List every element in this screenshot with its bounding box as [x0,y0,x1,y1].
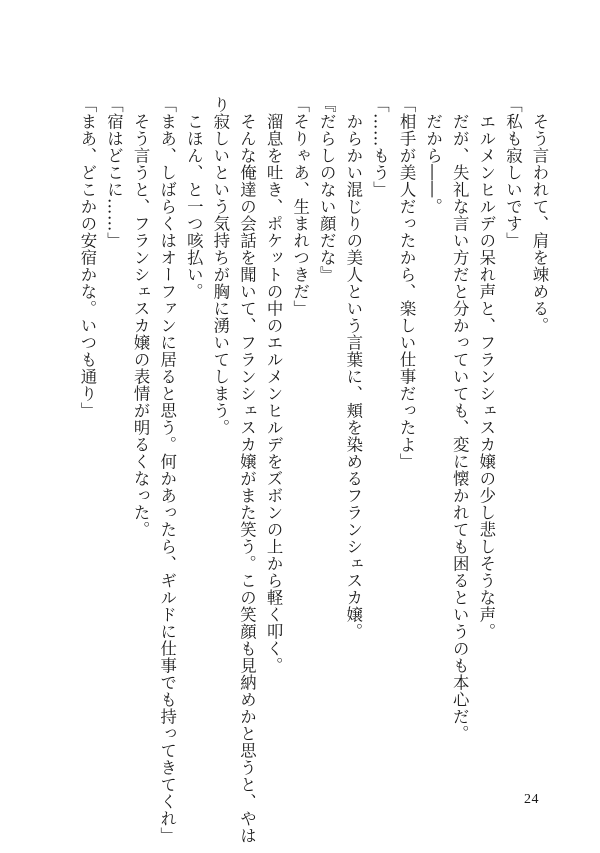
text-line: 「そりゃあ、生まれつきだ」 [290,96,310,317]
text-line: 「相手が美人だったから、楽しい仕事だったよ」 [397,96,417,470]
text-line: だが、失礼な言い方だと分かっていても、変に懐かれても困るというのも本心だ。 [450,96,470,742]
text-line: 「……もう」 [370,96,390,198]
text-line: 「宿はどこに……」 [104,96,124,249]
text-line: 「まあ、しばらくはオーファンに居ると思う。何かあったら、ギルドに仕事でも持ってきてくれ」 [157,96,177,844]
text-line: だから――。 [423,96,443,215]
text-line: エルメンヒルデの呆れ声と、フランシェスカ嬢の少し悲しそうな声。 [476,96,496,640]
text-line: こほん、と一つ咳払い。 [184,96,204,300]
text-line: 『だらしのない顔だな』 [317,96,337,283]
text-line: そう言われて、肩を竦める。 [530,96,549,334]
text-line: り寂しいという気持ちが胸に湧いてしまう。 [210,96,230,436]
text-line: そんな俺達の会話を聞いて、フランシェスカ嬢がまた笑う。この笑顔も見納めかと思うと、やは [237,96,257,844]
text-line: 「私も寂しいです」 [503,96,523,249]
page-number: 24 [524,792,539,807]
text-line: そう言うと、フランシェスカ嬢の表情が明るくなった。 [131,96,151,538]
text-line: からかい混じりの美人という言葉に、頬を染めるフランシェスカ嬢。 [343,96,363,640]
text-line: 「まあ、どこかの安宿かな。いつも通り」 [77,96,97,419]
text-line: 溜息を吐き、ポケットの中のエルメンヒルデをズボンの上から軽く叩く。 [264,96,284,674]
